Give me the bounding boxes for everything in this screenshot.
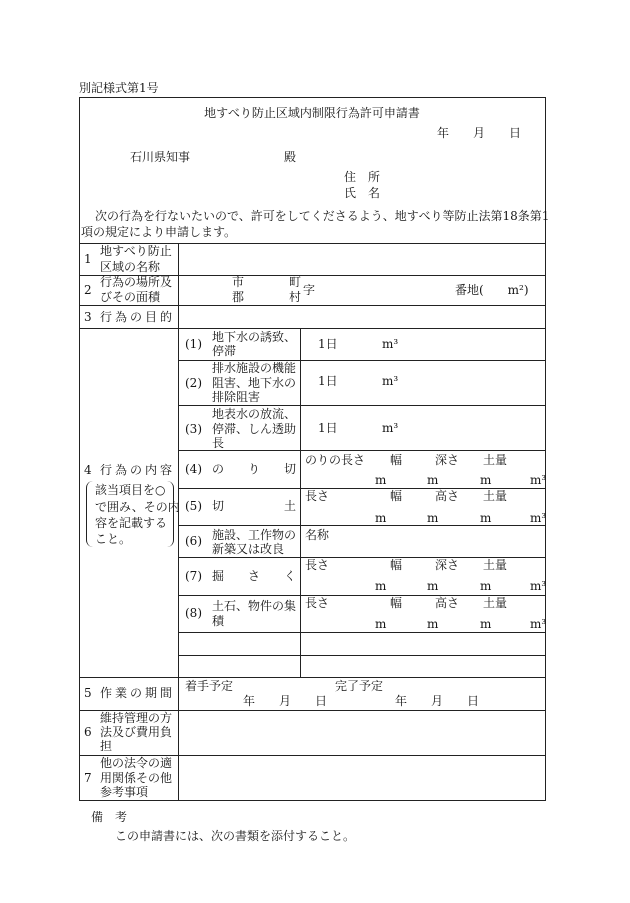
field-unit: m <box>375 579 387 593</box>
row-label: びその面積 <box>100 290 161 304</box>
field-unit: m <box>480 617 492 631</box>
field-label: 土量 <box>483 453 508 467</box>
field-label: 名称 <box>305 528 330 542</box>
row-number: 7 <box>84 771 92 785</box>
statement-line: 項の規定により申請します。 <box>81 225 237 239</box>
instruction-note: 該当項目を○ <box>95 483 166 497</box>
town-label: 町 <box>289 275 302 289</box>
row-number: 2 <box>84 283 92 297</box>
item-label: 排除阻害 <box>212 390 261 404</box>
field-unit: m <box>480 579 492 593</box>
item-label: 掘 さ く <box>212 569 297 583</box>
item-label: 地下水の誘致、 <box>212 330 297 344</box>
row-label: 参考事項 <box>100 785 149 799</box>
sub-row-divider <box>178 655 545 656</box>
end-date: 年 月 日 <box>395 694 480 708</box>
sub-row-divider <box>178 450 545 451</box>
field-unit: m³ <box>530 473 547 487</box>
field-label: 長さ <box>305 558 330 572</box>
row-number: 3 <box>84 310 92 324</box>
field-unit: m³ <box>530 511 547 525</box>
addressee: 石川県知事 <box>130 150 191 164</box>
field-unit: m <box>375 617 387 631</box>
item-number: (1) <box>185 337 202 351</box>
applicant-address-label: 住 所 <box>344 170 381 184</box>
item-label: 積 <box>212 614 225 628</box>
field-unit: m <box>427 579 439 593</box>
item-label: 長 <box>212 436 225 450</box>
row-divider <box>79 305 545 306</box>
field-label: 深さ <box>435 558 460 572</box>
remarks-label: 備 考 <box>91 810 128 824</box>
item-label: 排水施設の機能 <box>212 361 297 375</box>
statement-line: 次の行為を行ないたいので、許可をしてくださるよう、地すべり等防止法第18条第1 <box>95 209 550 223</box>
item-unit: m³ <box>382 337 399 351</box>
field-label: 幅 <box>390 596 403 610</box>
county-label: 郡 <box>232 290 245 304</box>
instruction-note: こと。 <box>95 532 132 546</box>
field-unit: m <box>427 511 439 525</box>
note-bracket-left <box>86 481 93 547</box>
form-title: 地すべり防止区域内制限行為許可申請書 <box>204 106 420 120</box>
row-label: 維持管理の方 <box>100 711 173 725</box>
row-label: 法及び費用負 <box>100 725 173 739</box>
field-unit: m <box>427 473 439 487</box>
application-date: 年 月 日 <box>437 126 522 140</box>
row-label: 担 <box>100 739 113 753</box>
field-label: 幅 <box>390 453 403 467</box>
field-label: 幅 <box>390 489 403 503</box>
row-label: 区域の名称 <box>100 260 161 274</box>
sub-item-column-divider <box>300 328 301 677</box>
applicant-name-label: 氏 名 <box>344 186 381 200</box>
field-label: のりの長さ <box>305 453 366 467</box>
row-number: 6 <box>84 725 92 739</box>
item-number: (8) <box>185 606 202 620</box>
item-label: 停滞、しん透助 <box>212 422 297 436</box>
field-unit: m <box>375 473 387 487</box>
field-label: 高さ <box>435 596 460 610</box>
row-number: 5 <box>84 686 92 700</box>
start-date: 年 月 日 <box>243 694 328 708</box>
item-label: 地表水の放流、 <box>212 407 297 421</box>
item-number: (3) <box>185 422 202 436</box>
field-unit: m³ <box>530 579 547 593</box>
item-number: (5) <box>185 499 202 513</box>
field-unit: m <box>427 617 439 631</box>
remarks-text: この申請書には、次の書類を添付すること。 <box>115 829 356 843</box>
field-label: 長さ <box>305 489 330 503</box>
field-label: 幅 <box>390 558 403 572</box>
item-label: 土石、物件の集 <box>212 599 297 613</box>
sub-row-divider <box>178 405 545 406</box>
row-label: 行為の場所及 <box>100 275 173 289</box>
label-column-divider <box>178 243 179 800</box>
field-unit: m <box>480 473 492 487</box>
form-number: 別記様式第1号 <box>79 81 159 95</box>
field-unit: m³ <box>530 617 547 631</box>
instruction-note: で囲み、その内 <box>95 500 180 514</box>
row-divider <box>79 677 545 678</box>
field-label: 高さ <box>435 489 460 503</box>
item-unit: m³ <box>382 421 399 435</box>
note-bracket-right <box>167 481 174 547</box>
row-number: 1 <box>84 252 92 266</box>
item-amount-label: 1日 <box>318 374 338 388</box>
sub-row-divider <box>178 632 545 633</box>
row-number: 4 <box>84 463 92 477</box>
item-label: 施設、工作物の <box>212 528 297 542</box>
item-label: 切 土 <box>212 499 297 513</box>
item-number: (4) <box>185 462 202 476</box>
honorific: 殿 <box>284 150 297 164</box>
city-label: 市 <box>232 275 245 289</box>
start-label: 着手予定 <box>185 679 234 693</box>
item-amount-label: 1日 <box>318 337 338 351</box>
item-label: 停滞 <box>212 344 237 358</box>
end-label: 完了予定 <box>335 679 384 693</box>
field-unit: m <box>375 511 387 525</box>
row-label: 行為の内容 <box>100 463 176 477</box>
village-label: 村 <box>289 290 302 304</box>
field-label: 深さ <box>435 453 460 467</box>
row-divider <box>79 328 545 329</box>
field-label: 長さ <box>305 596 330 610</box>
row-label: 地すべり防止 <box>100 244 172 258</box>
item-number: (7) <box>185 569 202 583</box>
item-label: 阻害、地下水の <box>212 376 297 390</box>
row-label: 他の法令の適 <box>100 756 173 770</box>
item-label: 新築又は改良 <box>212 542 285 556</box>
field-unit: m <box>480 511 492 525</box>
row-label: 行為の目的 <box>100 310 176 324</box>
item-amount-label: 1日 <box>318 421 338 435</box>
item-unit: m³ <box>382 374 399 388</box>
item-label: の り 切 <box>212 462 297 476</box>
instruction-note: 容を記載する <box>95 516 168 530</box>
field-label: 土量 <box>483 596 508 610</box>
aza-label: 字 <box>303 283 316 297</box>
item-number: (6) <box>185 534 202 548</box>
sub-row-divider <box>178 525 545 526</box>
row-label: 作業の期間 <box>100 686 176 700</box>
lot-area-label: 番地( m²) <box>455 283 529 297</box>
field-label: 土量 <box>483 489 508 503</box>
row-label: 用関係その他 <box>100 771 173 785</box>
item-number: (2) <box>185 376 202 390</box>
field-label: 土量 <box>483 558 508 572</box>
